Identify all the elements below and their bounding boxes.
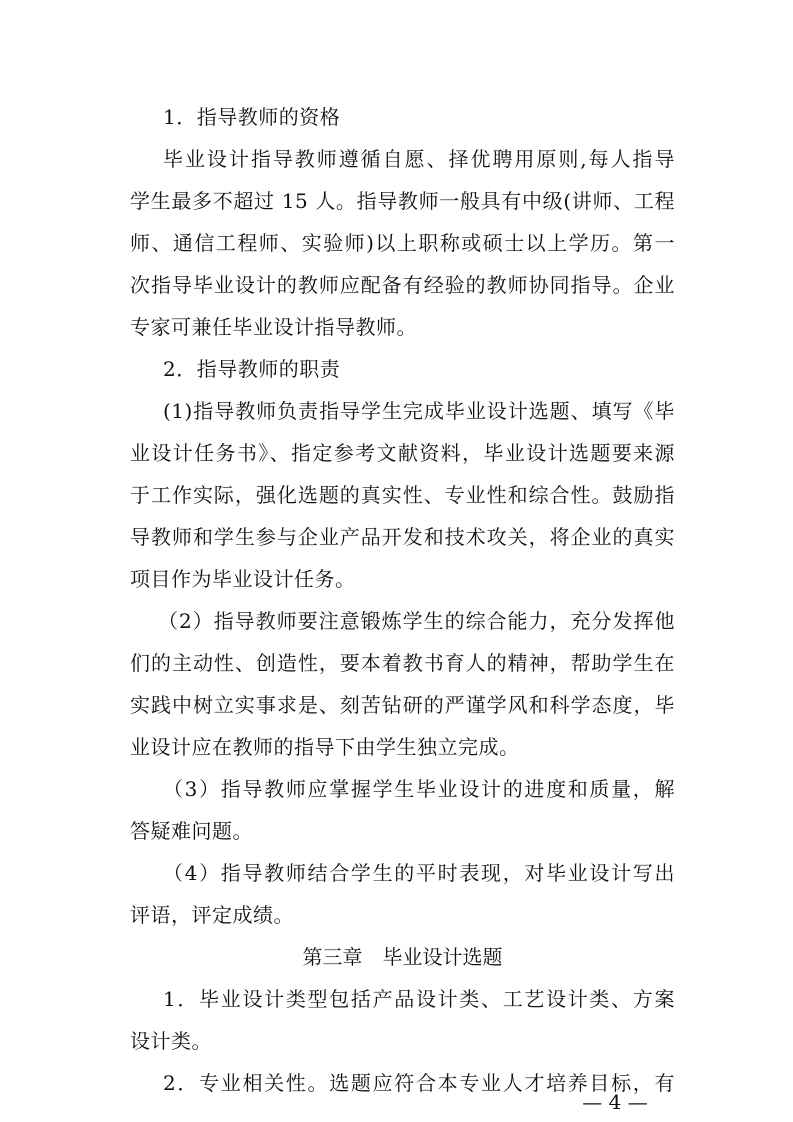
paragraph-line: (1)指导教师负责指导学生完成毕业设计选题、填写《毕 (163, 399, 675, 423)
paragraph-line: 1．毕业设计类型包括产品设计类、工艺设计类、方案 (163, 987, 675, 1011)
paragraph-line: 于工作实际，强化选题的真实性、专业性和综合性。鼓励指 (130, 483, 675, 507)
section-heading-duties: 2．指导教师的职责 (163, 357, 341, 381)
paragraph-line: 2．专业相关性。选题应符合本专业人才培养目标，有 (163, 1071, 675, 1095)
paragraph-line: 专家可兼任毕业设计指导教师。 (130, 315, 417, 339)
paragraph-line: 设计类。 (130, 1029, 212, 1053)
paragraph-line: 们的主动性、创造性，要本着教书育人的精神，帮助学生在 (130, 651, 675, 675)
paragraph-line: 次指导毕业设计的教师应配备有经验的教师协同指导。企业 (130, 273, 675, 297)
paragraph-line: 业设计应在教师的指导下由学生独立完成。 (130, 735, 520, 759)
paragraph-line: 项目作为毕业设计任务。 (130, 567, 356, 591)
page-number: — 4 — (582, 1090, 648, 1114)
paragraph-line: 业设计任务书》、指定参考文献资料，毕业设计选题要来源 (130, 441, 675, 465)
paragraph-line: 毕业设计指导教师遵循自愿、择优聘用原则,每人指导 (163, 147, 675, 171)
paragraph-line: （4）指导教师结合学生的平时表现，对毕业设计写出 (163, 861, 675, 885)
paragraph-line: （3）指导教师应掌握学生毕业设计的进度和质量，解 (163, 777, 675, 801)
paragraph-line: 实践中树立实事求是、刻苦钻研的严谨学风和科学态度，毕 (130, 693, 675, 717)
section-heading-qualification: 1．指导教师的资格 (163, 105, 341, 129)
paragraph-line: 答疑难问题。 (130, 819, 253, 843)
paragraph-line: 评语，评定成绩。 (130, 903, 294, 927)
paragraph-line: 导教师和学生参与企业产品开发和技术攻关，将企业的真实 (130, 525, 675, 549)
paragraph-line: 学生最多不超过 15 人。指导教师一般具有中级(讲师、工程 (130, 189, 675, 213)
paragraph-line: 师、通信工程师、实验师)以上职称或硕士以上学历。第一 (130, 231, 675, 255)
paragraph-line: （2）指导教师要注意锻炼学生的综合能力，充分发挥他 (158, 609, 675, 633)
chapter-heading: 第三章 毕业设计选题 (302, 945, 503, 969)
